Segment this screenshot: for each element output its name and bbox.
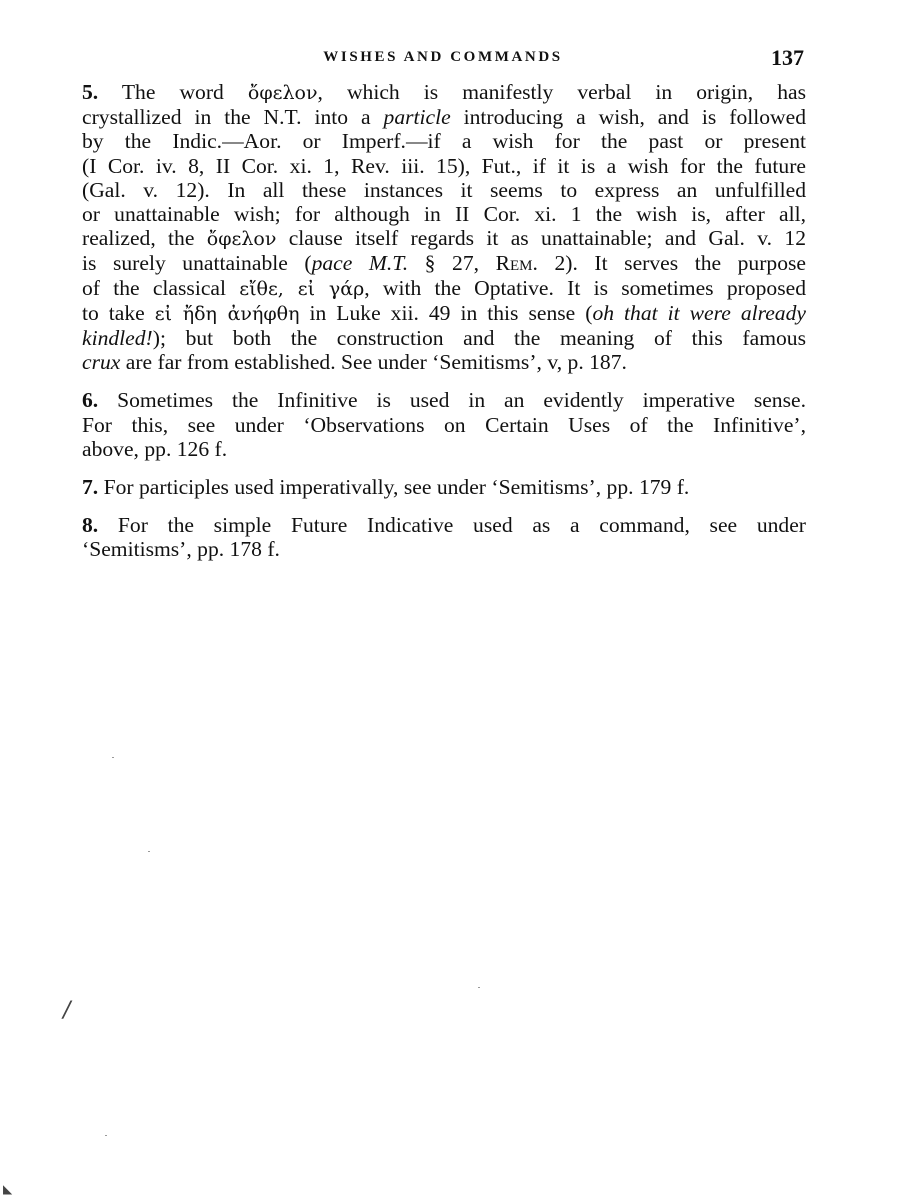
italic-translation: kindled! (82, 326, 153, 351)
paragraph-number: 8. (82, 513, 99, 538)
paragraph-line (82, 105, 806, 129)
text-run: of the classical (82, 275, 240, 300)
page-number: 137 (771, 45, 804, 70)
running-title: WISHES AND COMMANDS (323, 49, 563, 65)
speck (105, 1135, 107, 1136)
paragraph-line (82, 513, 806, 537)
greek-phrase: εἴθε, εἰ γάρ (239, 277, 365, 300)
body-text (82, 80, 806, 576)
speck (148, 851, 150, 852)
paragraph-line: ‘Semitisms’, pp. 178 f. (82, 537, 280, 562)
paragraph-7 (82, 475, 806, 499)
paragraph-line: or unattainable wish; for although in II Cor. xi. 1 the wish is, after all, (82, 202, 806, 227)
greek-word: ὄφελον (206, 228, 277, 251)
paragraph-number: 7. (82, 475, 99, 500)
text-run: § 27, (408, 251, 496, 276)
paragraph-line: by the Indic.—Aor. or Imperf.—if a wish for the past or present (82, 129, 806, 154)
paragraph-line (82, 251, 806, 275)
text-run: For the simple Future Indicative used as a command, see under (117, 513, 806, 538)
paragraph-line (82, 301, 806, 326)
paragraph-line: (Gal. v. 12). In all these instances it seems to express an unfulfilled (82, 177, 806, 202)
stray-slash-mark: / (63, 998, 71, 1023)
paragraph-line (82, 276, 806, 301)
paragraph-number: 6. (82, 388, 99, 413)
text-run: Sometimes the Infinitive is used in an evidently imperative sense. (117, 388, 806, 413)
paragraph-number: 5. (82, 80, 99, 104)
paragraph-line (82, 350, 806, 374)
italic-translation: oh that it were already (592, 300, 806, 325)
paragraph-line: For this, see under ‘Observations on Certain Uses of the Infinitive’, (82, 412, 806, 437)
text-run: For participles used imperativally, see under ‘Semitisms’, pp. 179 f. (103, 475, 690, 500)
text-run: realized, the (82, 226, 207, 251)
small-caps-abbrev: Rem. (495, 251, 538, 276)
italic-term: particle (383, 105, 451, 130)
text-run: in Luke xii. 49 in this sense ( (299, 300, 593, 325)
italic-citation: pace M.T. (311, 251, 409, 276)
paragraph-line (82, 226, 806, 251)
text-run: ); but both the construction and the meaning of this famous (152, 326, 806, 351)
paragraph-line: above, pp. 126 f. (82, 436, 228, 461)
paragraph-line (82, 80, 806, 105)
speck (478, 987, 480, 988)
text-run: , with the Optative. It is sometimes proposed (364, 275, 806, 300)
italic-term: crux (82, 350, 121, 375)
text-run: 2). It serves the purpose (537, 251, 807, 276)
paragraph-line (82, 326, 806, 350)
paragraph-6 (82, 388, 806, 461)
text-run: The word (121, 80, 248, 104)
text-run: are far from established. See under ‘Semitisms’, v, p. 187. (120, 350, 627, 375)
text-run: crystallized in the N.T. into a (82, 105, 384, 130)
running-head (80, 45, 806, 73)
greek-phrase: εἰ ἤδη ἀνήφθη (154, 302, 300, 325)
speck (112, 757, 114, 758)
text-run: , which is manifestly verbal in origin, has (317, 80, 807, 104)
text-run: clause itself regards it as unattainable; and Gal. v. 12 (276, 226, 806, 251)
paragraph-5 (82, 80, 806, 374)
paragraph-line: (I Cor. iv. 8, II Cor. xi. 1, Rev. iii. 15), Fut., if it is a wish for the future (82, 153, 806, 178)
paragraph-8 (82, 513, 806, 561)
paragraph-line (82, 388, 806, 412)
text-run: introducing a wish, and is followed (450, 105, 807, 130)
text-run: is surely unattainable ( (82, 251, 312, 276)
greek-word: ὄφελον (247, 82, 318, 104)
corner-mark: ◣ (3, 1182, 13, 1196)
text-run: to take (82, 300, 155, 325)
paragraph-line (82, 475, 806, 499)
